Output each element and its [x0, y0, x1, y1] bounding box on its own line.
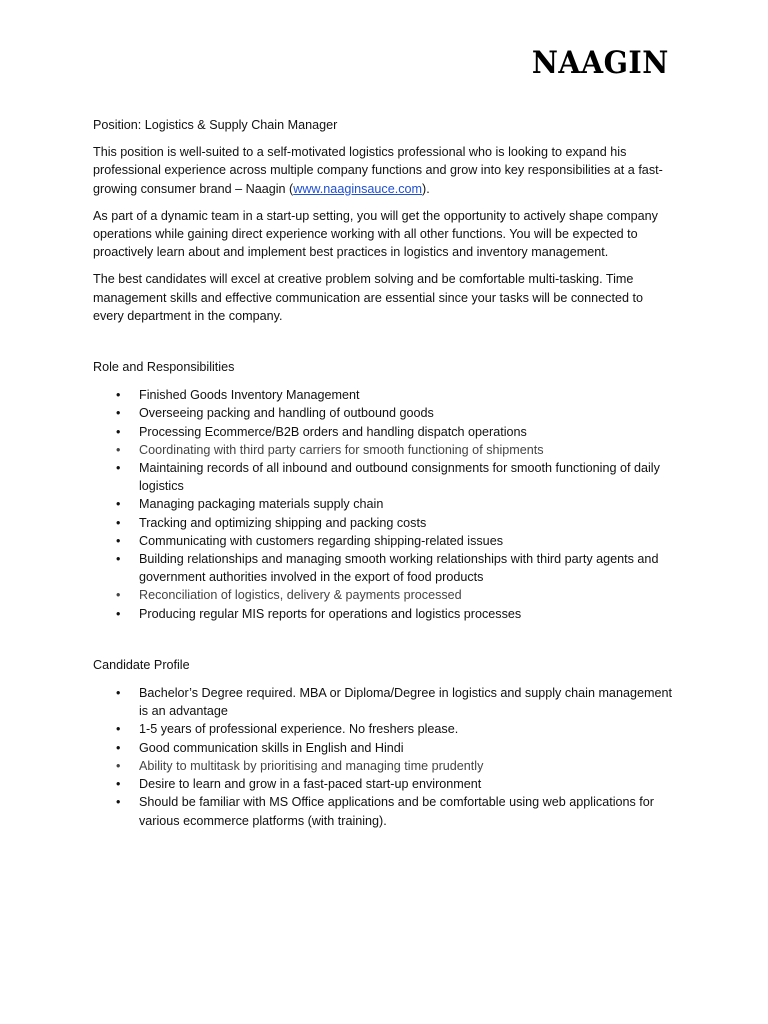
bullet-icon: •	[116, 588, 121, 603]
intro-text-end: ).	[422, 181, 430, 196]
bullet-icon: •	[116, 533, 121, 548]
roles-list	[93, 386, 673, 623]
list-item: • Overseeing packing and handling of outbound goods	[93, 404, 673, 422]
roles-heading: Role and Responsibilities	[93, 360, 235, 375]
bullet-icon: •	[116, 388, 121, 403]
list-item: • Good communication skills in English and Hindi	[93, 739, 673, 757]
list-item: • Should be familiar with MS Office applications and be comfortable using web applications for various ecommerce platforms (with training).	[116, 795, 654, 828]
bullet-icon: •	[116, 442, 121, 457]
bullet-icon: •	[116, 424, 121, 439]
list-item: • 1-5 years of professional experience. No freshers please.	[93, 720, 673, 738]
job-description	[93, 116, 673, 830]
list-item: • Bachelor’s Degree required. MBA or Diploma/Degree in logistics and supply chain management is an advantage	[116, 686, 672, 719]
list-item: • Reconciliation of logistics, delivery & payments processed	[93, 586, 673, 604]
bullet-icon: •	[116, 606, 121, 621]
bullet-icon: •	[116, 758, 121, 773]
list-item: • Building relationships and managing smooth working relationships with third party agents and government authorities involved in the export of food products	[116, 552, 659, 585]
bullet-icon: •	[116, 497, 121, 512]
list-item: • Maintaining records of all inbound and outbound consignments for smooth functioning of daily logistics	[116, 461, 660, 494]
list-item: • Producing regular MIS reports for operations and logistics processes	[93, 605, 673, 623]
list-item: • Coordinating with third party carriers for smooth functioning of shipments	[93, 441, 673, 459]
profile-list	[93, 684, 673, 830]
position-title: Position: Logistics & Supply Chain Manager	[93, 118, 338, 132]
bullet-icon: •	[116, 740, 121, 755]
bullet-icon: •	[116, 552, 121, 567]
bullet-icon: •	[116, 686, 121, 701]
profile-heading: Candidate Profile	[93, 657, 190, 672]
list-item: • Ability to multitask by prioritising and managing time prudently	[93, 757, 673, 775]
list-item: • Processing Ecommerce/B2B orders and handling dispatch operations	[93, 423, 673, 441]
list-item: • Finished Goods Inventory Management	[93, 386, 673, 404]
list-item: • Tracking and optimizing shipping and packing costs	[93, 514, 673, 532]
bullet-icon: •	[116, 795, 121, 810]
team-paragraph: As part of a dynamic team in a start-up setting, you will get the opportunity to actively shape company operations while gaining direct experience working with all other functions. You will be expected to proactively learn about and implement best practices in logistics and inventory management.	[93, 208, 658, 260]
candidates-paragraph: The best candidates will excel at creative problem solving and be comfortable multi-tasking. Time management skills and effective communication are essential since your tasks will be connected to every department in the company.	[93, 272, 643, 323]
bullet-icon: •	[116, 461, 121, 476]
website-link[interactable]: www.naaginsauce.com	[293, 181, 423, 196]
list-item: • Communicating with customers regarding shipping-related issues	[93, 532, 673, 550]
bullet-icon: •	[116, 515, 121, 530]
intro-text: This position is well-suited to a self-motivated logistics professional who is looking to expand his professional experience across multiple company functions and grow into key responsibilities at a fast-growing consumer brand – Naagin (	[93, 145, 663, 196]
bullet-icon: •	[116, 406, 121, 421]
intro-paragraph	[93, 143, 673, 198]
bullet-icon: •	[116, 722, 121, 737]
naagin-logo: NAAGIN	[532, 45, 669, 81]
bullet-icon: •	[116, 777, 121, 792]
list-item: • Managing packaging materials supply chain	[93, 495, 673, 513]
list-item: • Desire to learn and grow in a fast-paced start-up environment	[93, 775, 673, 793]
